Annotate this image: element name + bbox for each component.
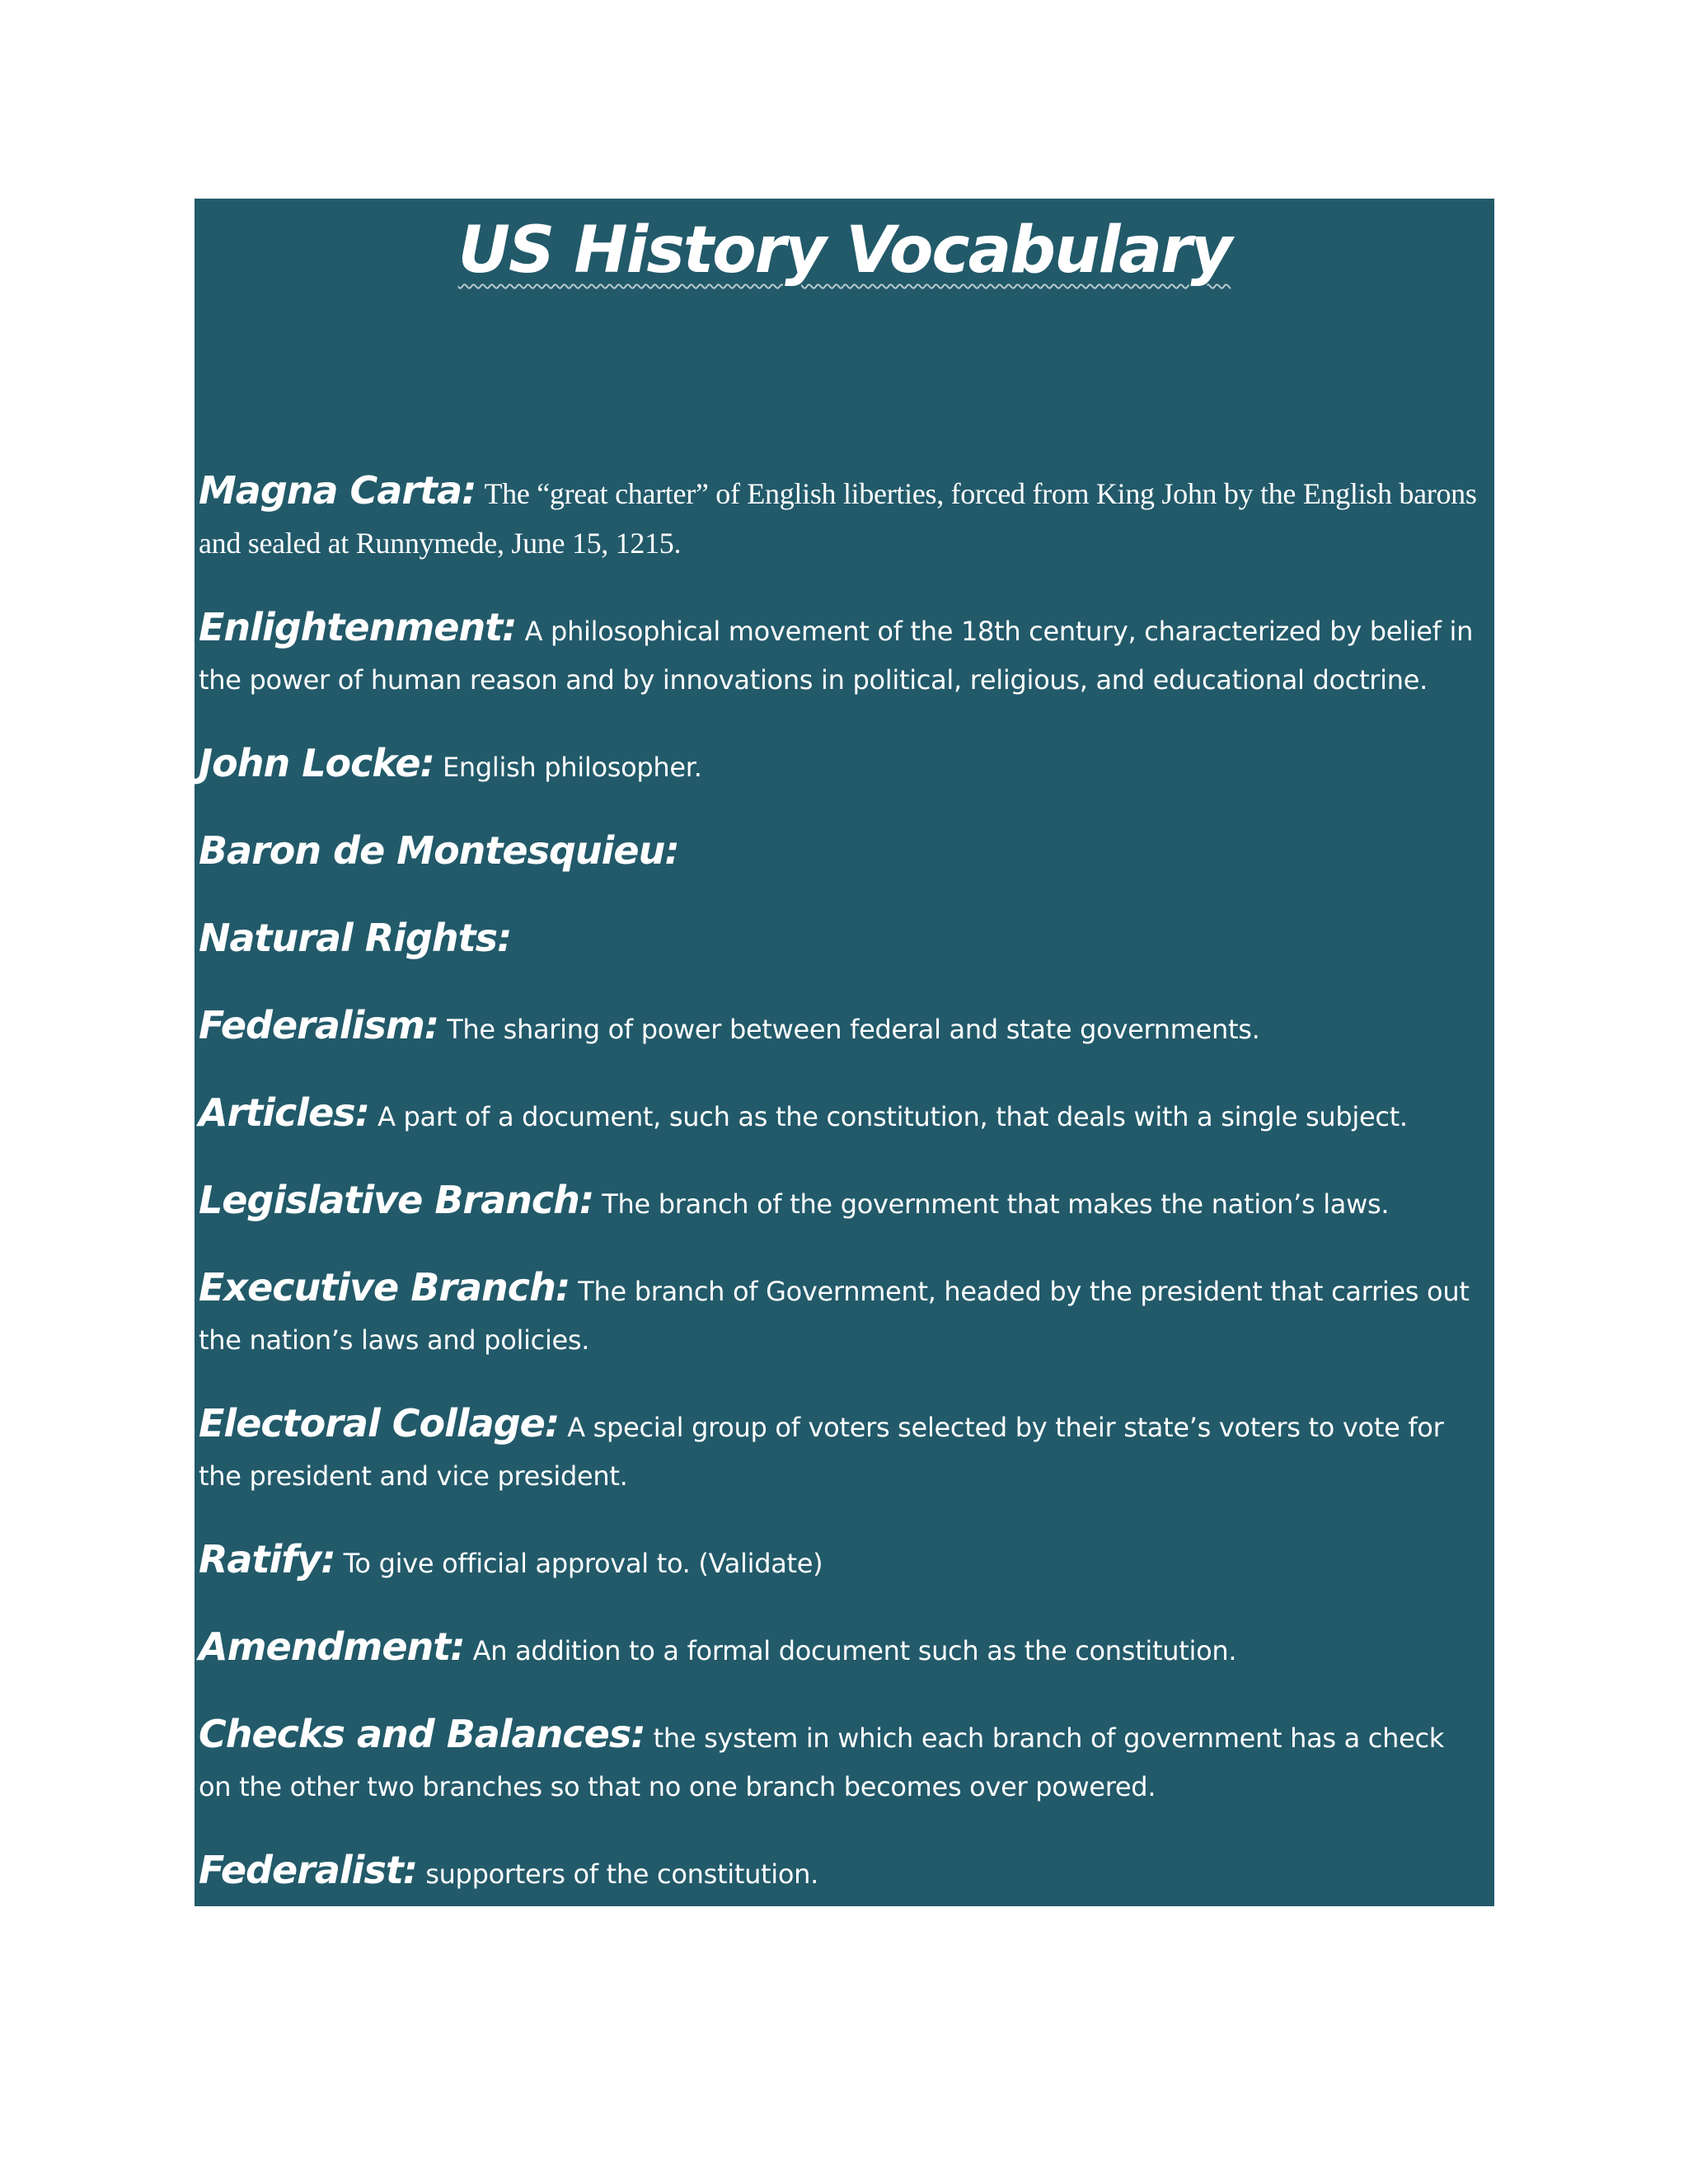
vocab-term: Enlightenment: [199, 605, 517, 649]
vocabulary-list [199, 466, 1484, 1933]
vocab-definition: supporters of the constitution. [425, 1858, 819, 1890]
vocab-entry-checks-and-balances [199, 1710, 1484, 1811]
vocab-term: Amendment: [199, 1624, 465, 1669]
vocab-term: Magna Carta: [199, 468, 476, 513]
vocab-entry-legislative-branch [199, 1176, 1484, 1229]
vocab-definition: The “great charter” of English liberties, forced from King John by the English barons and sealed at Runnymede, June 15, 1215. [199, 477, 1477, 560]
vocab-definition: To give official approval to. (Validate) [343, 1548, 823, 1579]
vocab-definition: A special group of voters selected by their state’s voters to vote for the president and vice president. [199, 1412, 1444, 1492]
vocab-definition: A part of a document, such as the constitution, that deals with a single subject. [377, 1101, 1408, 1132]
vocab-term: Federalist: [199, 1848, 418, 1892]
vocab-term: Baron de Montesquieu: [199, 828, 679, 873]
vocab-term: Articles: [199, 1090, 370, 1135]
vocab-entry-executive-branch [199, 1263, 1484, 1365]
vocab-term: Federalism: [199, 1003, 439, 1047]
vocab-definition: An addition to a formal document such as the constitution. [472, 1635, 1237, 1666]
vocab-entry-ratify [199, 1535, 1484, 1588]
vocab-entry-articles [199, 1089, 1484, 1141]
vocab-term: Legislative Branch: [199, 1178, 594, 1222]
vocab-definition: A philosophical movement of the 18th century, characterized by belief in the power of human reason and by innovations in political, religious, and educational doctrine. [199, 616, 1474, 696]
vocab-entry-federalist [199, 1846, 1484, 1899]
vocab-term: Executive Branch: [199, 1265, 570, 1310]
vocab-term: Ratify: [199, 1537, 335, 1582]
page-title [195, 213, 1494, 288]
vocab-entry-electoral-collage [199, 1399, 1484, 1501]
vocab-term: Natural Rights: [199, 916, 512, 960]
vocab-term: Electoral Collage: [199, 1401, 560, 1446]
vocab-definition: The branch of Government, headed by the president that carries out the nation’s laws and policies. [199, 1276, 1470, 1356]
vocab-entry-enlightenment [199, 603, 1484, 705]
vocab-definition: the system in which each branch of government has a check on the other two branches so that no one branch becomes over powered. [199, 1722, 1444, 1802]
vocabulary-panel [195, 199, 1494, 1906]
vocab-term: John Locke: [199, 741, 434, 785]
vocab-term: Checks and Balances: [199, 1712, 645, 1756]
title-text: US History Vocabulary [457, 213, 1231, 288]
vocab-definition: The sharing of power between federal and state governments. [447, 1014, 1260, 1045]
vocab-entry-montesquieu [199, 827, 1484, 879]
vocab-entry-amendment [199, 1623, 1484, 1675]
vocab-entry-natural-rights [199, 914, 1484, 967]
vocab-entry-federalism [199, 1001, 1484, 1054]
vocab-entry-magna-carta [199, 466, 1484, 569]
vocab-definition: The branch of the government that makes the nation’s laws. [602, 1188, 1390, 1220]
vocab-definition: English philosopher. [442, 752, 702, 783]
vocab-entry-john-locke [199, 739, 1484, 792]
